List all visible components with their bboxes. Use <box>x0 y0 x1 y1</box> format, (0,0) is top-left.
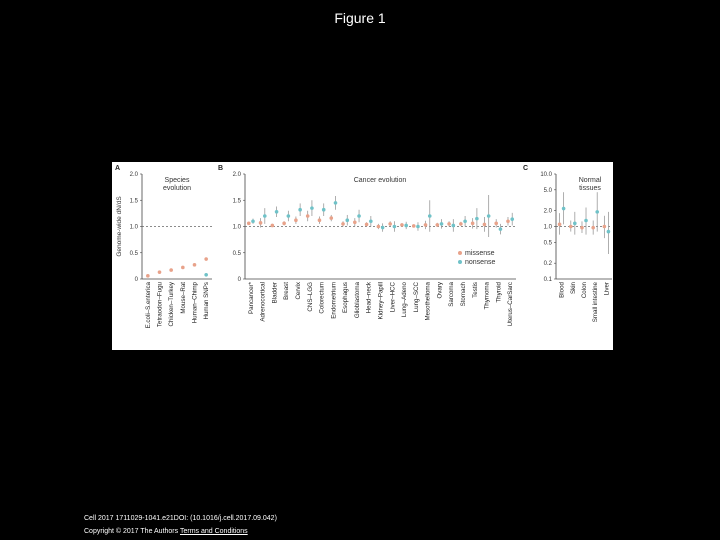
missense-point <box>459 222 463 226</box>
missense-point <box>204 257 208 261</box>
x-tick-label: E.coli–S.enterica <box>144 282 152 329</box>
nonsense-point <box>310 206 314 210</box>
x-tick-label: Sarcoma <box>448 282 456 307</box>
nonsense-point <box>393 225 397 229</box>
x-tick-label: Human SNPs <box>203 282 211 320</box>
x-tick-label: Chicken–Turkey <box>168 282 176 327</box>
panel-b <box>218 165 516 326</box>
figure-panel <box>112 162 613 350</box>
missense-point <box>247 222 251 226</box>
y-tick-label: 0.5 <box>232 250 241 257</box>
terms-link[interactable]: Terms and Conditions <box>179 528 248 535</box>
nonsense-point <box>595 210 599 214</box>
y-tick-label: 0.5 <box>543 240 552 247</box>
missense-point <box>259 221 263 225</box>
missense-point <box>447 222 451 226</box>
slide-title: Figure 1 <box>334 10 386 26</box>
missense-point <box>169 268 173 272</box>
x-tick-label: Liver <box>603 282 611 296</box>
legend-nonsense-swatch <box>458 260 462 264</box>
nonsense-point <box>562 207 566 211</box>
missense-point <box>294 218 298 222</box>
nonsense-point <box>584 219 588 223</box>
nonsense-point <box>573 222 577 226</box>
nonsense-point <box>334 201 338 205</box>
y-tick-label: 0 <box>134 277 138 283</box>
missense-point <box>146 274 150 278</box>
missense-point <box>388 222 392 226</box>
y-tick-label: 2.0 <box>129 172 138 178</box>
x-tick-label: Human–Chimp <box>191 282 199 324</box>
x-tick-label: Mouse–Rat <box>179 282 187 314</box>
nonsense-point <box>510 217 514 221</box>
missense-point <box>318 218 322 222</box>
x-tick-label: Breast <box>283 282 291 300</box>
nonsense-point <box>463 219 467 223</box>
missense-point <box>158 270 162 274</box>
x-tick-label: Kidney–Papill <box>377 282 385 320</box>
nonsense-point <box>404 224 408 228</box>
missense-point <box>591 226 595 230</box>
x-tick-label: Esophagus <box>342 282 350 313</box>
x-tick-label: Lung–SCC <box>412 282 420 313</box>
figure-svg <box>112 162 613 350</box>
nonsense-point <box>251 219 255 223</box>
missense-point <box>569 225 573 229</box>
nonsense-point <box>287 214 291 218</box>
x-tick-label: Lung–Adeno <box>401 282 409 318</box>
nonsense-point <box>298 208 302 212</box>
nonsense-point <box>275 210 279 214</box>
nonsense-point <box>345 218 349 222</box>
nonsense-point <box>416 225 420 229</box>
nonsense-point <box>322 208 326 212</box>
missense-point <box>377 225 381 229</box>
y-tick-label: 0.5 <box>129 250 138 257</box>
panel-letter: B <box>218 165 224 172</box>
missense-point <box>506 219 510 223</box>
y-tick-label: 10.0 <box>540 172 552 178</box>
x-tick-label: Head–neck <box>365 282 373 314</box>
x-tick-label: Thymoma <box>483 282 491 310</box>
missense-point <box>580 226 584 230</box>
x-tick-label: Endometrium <box>330 282 338 319</box>
nonsense-point <box>357 214 361 218</box>
missense-point <box>483 223 487 227</box>
x-tick-label: Thyroid <box>495 282 503 303</box>
x-tick-label: Ovary <box>436 282 444 299</box>
x-tick-label: Glioblastoma <box>353 282 361 319</box>
missense-point <box>424 223 428 227</box>
missense-point <box>306 214 310 218</box>
panel-a <box>115 165 212 328</box>
missense-point <box>193 263 197 267</box>
panel-title: Normal <box>578 177 602 184</box>
panel-title: Species <box>164 177 190 184</box>
missense-point <box>400 223 404 227</box>
y-tick-label: 1.0 <box>232 224 241 231</box>
y-tick-label: 1.5 <box>129 198 138 205</box>
x-tick-label: Mesothelioma <box>424 282 432 321</box>
nonsense-point <box>607 230 611 234</box>
x-tick-label: Stomach <box>459 282 467 307</box>
x-tick-label: Pancancer* <box>247 282 255 314</box>
missense-point <box>341 222 345 226</box>
x-tick-label: Skin <box>569 282 577 295</box>
missense-point <box>603 225 607 229</box>
missense-point <box>181 266 185 270</box>
nonsense-point <box>499 227 503 231</box>
panel-title: Cancer evolution <box>353 177 407 184</box>
legend-missense-swatch <box>458 251 462 255</box>
nonsense-point <box>369 219 373 223</box>
panel-letter: A <box>115 165 121 172</box>
missense-point <box>329 216 333 220</box>
nonsense-point <box>381 226 385 230</box>
y-axis-label: Genome-wide dN/dS <box>116 196 123 257</box>
x-tick-label: Small intestine <box>592 282 600 323</box>
missense-point <box>412 224 416 228</box>
missense-point <box>282 222 286 226</box>
x-tick-label: Tetraodon–Fugu <box>156 282 164 328</box>
panel-c <box>523 165 612 322</box>
x-tick-label: Cervix <box>295 282 303 300</box>
missense-point <box>365 223 369 227</box>
missense-point <box>271 224 275 228</box>
nonsense-point <box>428 214 432 218</box>
nonsense-point <box>487 214 491 218</box>
y-tick-label: 5.0 <box>543 187 552 194</box>
y-tick-label: 0.2 <box>543 261 552 268</box>
x-tick-label: Colorectum <box>318 282 326 314</box>
x-tick-label: Colon <box>581 282 588 299</box>
missense-point <box>471 222 475 226</box>
nonsense-point <box>204 273 208 277</box>
missense-point <box>558 223 562 227</box>
x-tick-label: CNS–LGG <box>306 282 314 312</box>
y-tick-label: 1.5 <box>232 198 241 205</box>
missense-point <box>353 221 357 225</box>
y-tick-label: 1.0 <box>129 224 138 231</box>
x-tick-label: Testis <box>471 282 479 298</box>
y-tick-label: 0 <box>237 277 241 283</box>
y-tick-label: 0.1 <box>543 277 552 283</box>
copyright-text: Copyright © 2017 The Authors <box>84 528 179 535</box>
y-tick-label: 2.0 <box>232 172 241 178</box>
nonsense-point <box>475 217 479 221</box>
copyright-line <box>84 528 248 535</box>
y-tick-label: 1.0 <box>543 224 552 231</box>
x-tick-label: Bladder <box>271 282 279 304</box>
legend-nonsense-label: nonsense <box>465 259 496 266</box>
nonsense-point <box>263 214 267 218</box>
x-tick-label: Liver–HCC <box>389 282 397 313</box>
panel-title: evolution <box>162 185 192 192</box>
y-tick-label: 2.0 <box>543 208 552 215</box>
missense-point <box>494 222 498 226</box>
missense-point <box>435 223 439 227</box>
panel-letter: C <box>523 165 529 172</box>
nonsense-point <box>452 224 456 228</box>
x-tick-label: Uterus–CarSarc <box>507 282 515 327</box>
panel-title: tissues <box>579 185 601 192</box>
x-tick-label: Blood <box>558 282 566 298</box>
legend-missense-label: missense <box>465 250 495 257</box>
x-tick-label: Adrenocortical <box>259 282 267 322</box>
citation-text: Cell 2017 1711029-1041.e21DOI: (10.1016/j.cell.2017.09.042) <box>84 515 277 522</box>
nonsense-point <box>440 222 444 226</box>
